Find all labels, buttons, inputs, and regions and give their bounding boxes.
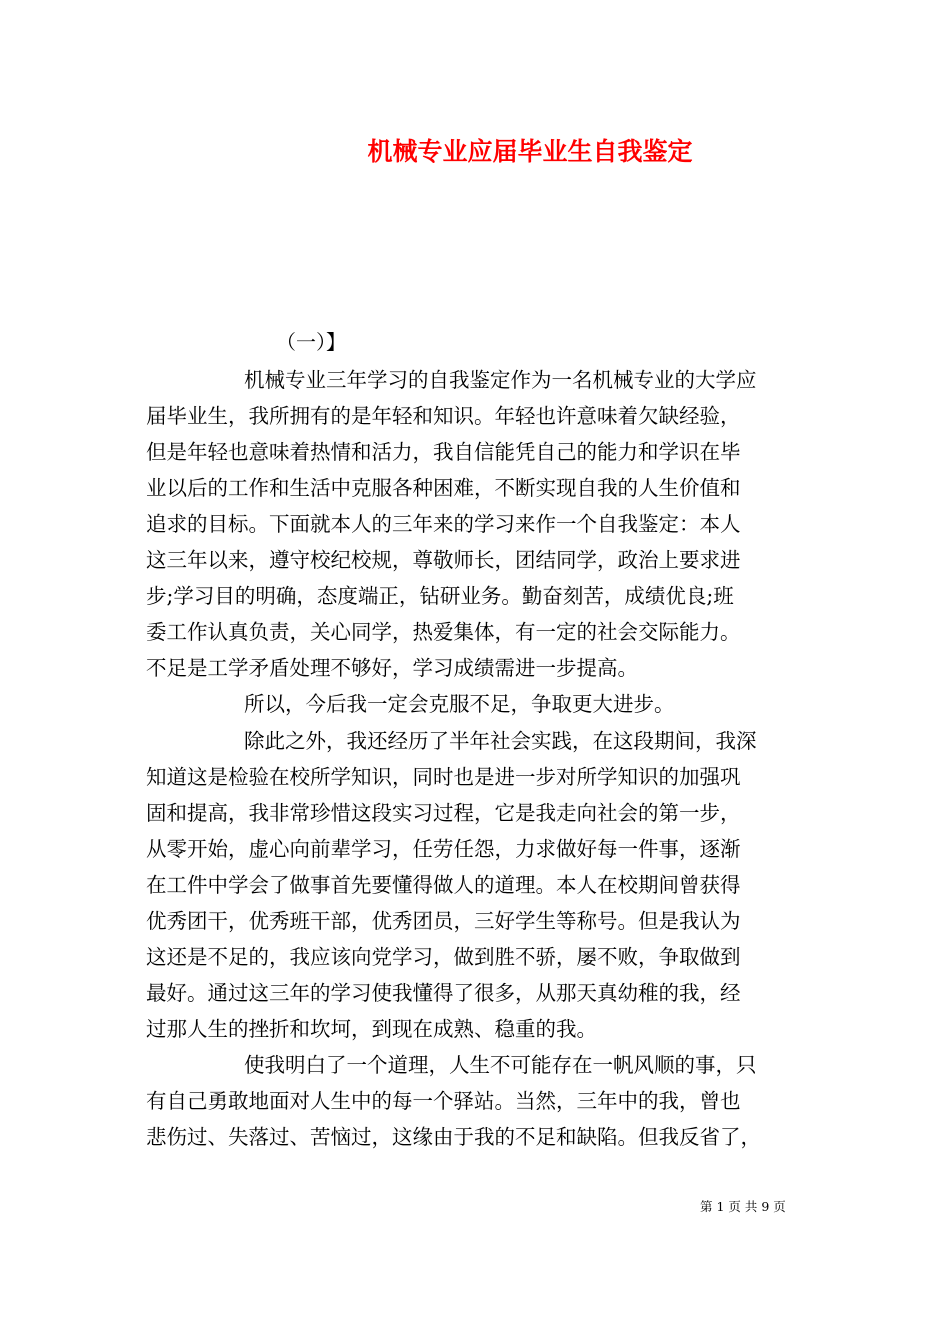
body-line: 这三年以来，遵守校纪校规，尊敬师长，团结同学，政治上要求进 xyxy=(146,548,741,573)
page-footer: 第 1 页 共 9 页 xyxy=(700,1199,786,1214)
section-marker: （一）】 xyxy=(276,330,346,354)
body-line: 在工件中学会了做事首先要懂得做人的道理。本人在校期间曾获得 xyxy=(146,872,741,897)
body-line: 固和提高，我非常珍惜这段实习过程，它是我走向社会的第一步， xyxy=(146,800,741,825)
body-line: 过那人生的挫折和坎坷，到现在成熟、稳重的我。 xyxy=(146,1016,597,1041)
body-line: 届毕业生，我所拥有的是年轻和知识。年轻也许意味着欠缺经验， xyxy=(146,404,741,429)
body-line: 这还是不足的，我应该向党学习，做到胜不骄，屡不败，争取做到 xyxy=(146,944,741,969)
body-line: 追求的目标。下面就本人的三年来的学习来作一个自我鉴定：本人 xyxy=(146,512,741,537)
page-title: 机械专业应届毕业生自我鉴定 xyxy=(367,137,693,166)
body-line: 机械专业三年学习的自我鉴定作为一名机械专业的大学应 xyxy=(244,368,757,392)
body-line: 最好。通过这三年的学习使我懂得了很多，从那天真幼稚的我，经 xyxy=(146,980,741,1005)
body-line: 悲伤过、失落过、苦恼过，这缘由于我的不足和缺陷。但我反省了， xyxy=(146,1125,761,1150)
body-line: 使我明白了一个道理，人生不可能存在一帆风顺的事，只 xyxy=(244,1052,757,1077)
body-line: 步;学习目的明确，态度端正，钻研业务。勤奋刻苦，成绩优良;班 xyxy=(146,584,734,609)
body-line: 不足是工学矛盾处理不够好，学习成绩需进一步提高。 xyxy=(146,656,638,681)
body-line: 知道这是检验在校所学知识，同时也是进一步对所学知识的加强巩 xyxy=(146,764,741,789)
body-line: 优秀团干，优秀班干部，优秀团员，三好学生等称号。但是我认为 xyxy=(146,908,741,933)
body-line: 除此之外，我还经历了半年社会实践，在这段期间，我深 xyxy=(244,728,757,753)
body-line: 所以，今后我一定会克服不足，争取更大进步。 xyxy=(244,692,675,717)
body-line: 有自己勇敢地面对人生中的每一个驿站。当然，三年中的我，曾也 xyxy=(146,1089,741,1113)
body-line: 业以后的工作和生活中克服各种困难，不断实现自我的人生价值和 xyxy=(146,476,741,501)
body-line: 委工作认真负责，关心同学，热爱集体，有一定的社会交际能力。 xyxy=(146,620,741,645)
body-line: 从零开始，虚心向前辈学习，任劳任怨，力求做好每一件事，逐渐 xyxy=(146,836,741,861)
body-line: 但是年轻也意味着热情和活力，我自信能凭自己的能力和学识在毕 xyxy=(146,440,741,465)
